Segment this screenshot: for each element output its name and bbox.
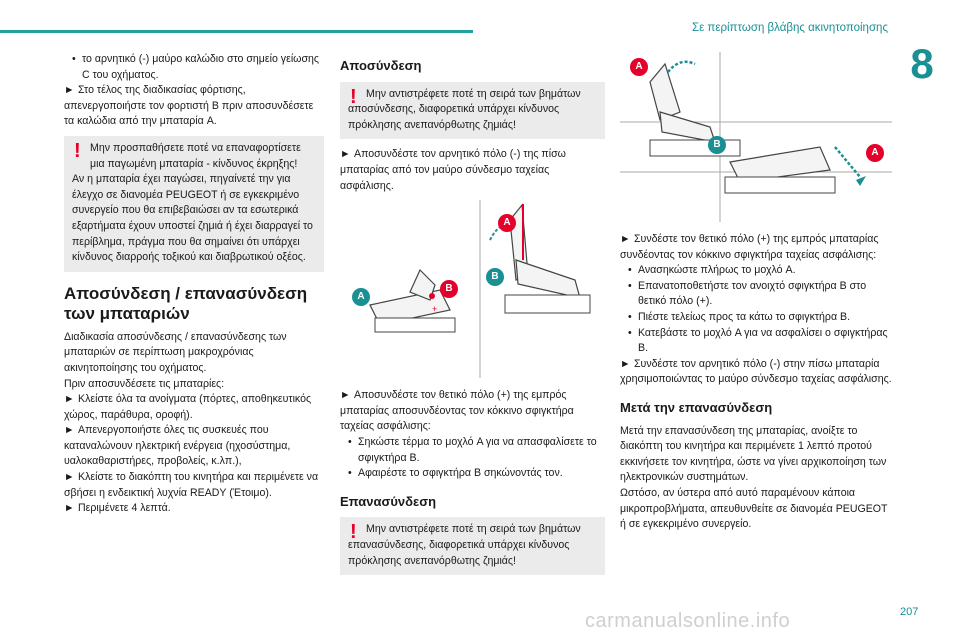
label-badge-a: A xyxy=(630,58,648,76)
label-badge-a: A xyxy=(866,144,884,162)
step-connect-positive: ► Συνδέστε τον θετικό πόλο (+) της εμπρός μπαταρίας συνδέοντας τον κόκκινο σφιγκτήρα ταχείας ασφάλισης: xyxy=(620,233,879,261)
step-disconnect-positive: ► Αποσυνδέστε τον θετικό πόλο (+) της εμπρός μπαταρίας αποσυνδέοντας τον κόκκινο σφιγκτήρα ταχείας ασφάλισης: xyxy=(340,389,574,433)
bullet-ground: • το αρνητικό (-) μαύρο καλώδιο στο σημείο γείωσης C του οχήματος. xyxy=(64,52,324,83)
clamp-illustration xyxy=(620,52,892,222)
warning-text-first: Μην προσπαθήσετε ποτέ να επαναφορτίσετε μια παγωμένη μπαταρία - κίνδυνος έκρηξης! xyxy=(90,141,301,170)
heading-disconnect: Αποσύνδεση xyxy=(340,58,422,73)
column-3 xyxy=(620,52,892,533)
label-badge-b: B xyxy=(486,268,504,286)
step-disconnect-negative: ► Αποσυνδέστε τον αρνητικό πόλο (-) της πίσω μπαταρίας από τον μαύρο σύνδεσμο ταχείας ασφάλισης. xyxy=(340,148,566,192)
header-accent-bar xyxy=(0,30,473,33)
label-badge-a: A xyxy=(498,214,516,232)
after-text-1: Μετά την επανασύνδεση της μπαταρίας, ανοίξτε το διακόπτη του κινητήρα και περιμένετε 1 λεπτό προτού εκκινήσετε τον κινητήρα, ώστε να γίνει αρχικοποίηση των ηλεκτρονικών συστημάτων. xyxy=(620,424,887,484)
svg-text:+: + xyxy=(432,304,438,315)
warning-icon: ! xyxy=(74,139,81,162)
before-text: Πριν αποσυνδέσετε τις μπαταρίες: xyxy=(64,377,225,390)
warning-text-first: Μην αντιστρέφετε ποτέ τη σειρά των βημάτων xyxy=(366,523,581,536)
heading-after-reconnect: Μετά την επανασύνδεση xyxy=(620,399,773,415)
warning-icon: ! xyxy=(350,521,357,544)
warning-text-rest: αποσύνδεσης, διαφορετικά υπάρχει κίνδυνος πρόκλησης ανεπανόρθωτης ζημιάς! xyxy=(348,103,560,131)
warning-text-first: Μην αντιστρέφετε ποτέ τη σειρά των βημάτων xyxy=(366,87,581,100)
watermark: carmanualsonline.info xyxy=(585,610,791,632)
clamp-illustration xyxy=(340,200,605,378)
label-badge-b: A xyxy=(352,288,370,306)
step-connect-negative: ► Συνδέστε τον αρνητικό πόλο (-) στην πίσω μπαταρία χρησιμοποιώντας το μαύρο σύνδεσμο ταχείας ασφάλισης. xyxy=(620,357,892,386)
sub-step: • Ανασηκώστε πλήρως το μοχλό A. xyxy=(620,263,892,279)
warning-icon: ! xyxy=(350,85,357,108)
label-badge-a: B xyxy=(440,280,458,298)
intro-text: Διαδικασία αποσύνδεσης / επανασύνδεσης των μπαταριών σε περίπτωση μακροχρόνιας ακινητοποίησης του οχήματος. xyxy=(64,330,287,374)
sub-step: • Πιέστε τελείως προς τα κάτω το σφιγκτήρα B. xyxy=(620,310,892,326)
warning-reconnect-order xyxy=(340,517,605,575)
section-title: Σε περίπτωση βλάβης ακινητοποίησης xyxy=(691,22,888,34)
chapter-number: 8 xyxy=(910,40,934,87)
label-badge-b: B xyxy=(708,136,726,154)
step-charger-off: ► Στο τέλος της διαδικασίας φόρτισης, απενεργοποιήστε τον φορτιστή B πριν αποσυνδέσετε τα καλώδια από την μπαταρία A. xyxy=(64,84,314,128)
warning-text-rest: επανασύνδεσης, διαφορετικά υπάρχει κίνδυνος πρόκλησης ανεπανόρθωτης ζημιάς! xyxy=(348,538,570,567)
column-2 xyxy=(340,52,605,583)
sub-step: • Σηκώστε τέρμα το μοχλό A για να απασφαλίσετε το σφιγκτήρα B. xyxy=(340,435,605,466)
step-item: ► Κλείστε όλα τα ανοίγματα (πόρτες, αποθηκευτικός χώρος, παράθυρα, οροφή). xyxy=(64,393,312,421)
step-item: ► Περιμένετε 4 λεπτά. xyxy=(64,502,171,515)
warning-disconnect-order xyxy=(340,82,605,140)
sub-step: • Αφαιρέστε το σφιγκτήρα B σηκώνοντάς τον. xyxy=(340,466,605,482)
step-item: ► Απενεργοποιήστε όλες τις συσκευές που καταναλώνουν ηλεκτρική ενέργεια (ηχοσύστημα, υαλοκαθαριστήρες, προβολείς, κ.λπ.), xyxy=(64,424,291,468)
sub-step: • Κατεβάστε το μοχλό A για να ασφαλίσει ο σφιγκτήρας B. xyxy=(620,326,892,357)
after-text-2: Ωστόσο, αν ύστερα από αυτό παραμένουν κάποια μικροπροβλήματα, απευθυνθείτε σε διανομέα PEUGEOT ή σε εγκεκριμένο συνεργείο. xyxy=(620,486,888,531)
sub-step: • Επανατοποθετήστε τον ανοιχτό σφιγκτήρα B στο θετικό πόλο (+). xyxy=(620,279,892,310)
step-item: ► Κλείστε το διακόπτη του κινητήρα και περιμένετε να σβήσει η ενδεικτική λυχνία READY (Έτοιμο). xyxy=(64,471,319,499)
warning-text-rest: Αν η μπαταρία έχει παγώσει, πηγαίνετέ την για έλεγχο σε διανομέα PEUGEOT ή σε εγκεκριμένο συνεργείο που θα επιβεβαιώσει αν τα εσωτερικά εξαρτήματα έχουν υποστεί ζημιά ή έχει διαρραγεί το περίβλημα, πράγμα που θα σημαίνει ότι υπάρχει κίνδυνος διαρροής τοξικού και διαβρωτικού οξέος. xyxy=(72,173,313,264)
section-heading: Αποσύνδεση / επανασύνδεση των μπαταριών xyxy=(64,283,308,323)
column-1 xyxy=(64,52,324,517)
page-number: 207 xyxy=(900,606,919,618)
figure-clamp-reconnect xyxy=(620,52,892,222)
heading-reconnect: Επανασύνδεση xyxy=(340,493,437,509)
warning-frozen-battery xyxy=(64,136,324,272)
figure-clamp-disconnect xyxy=(340,200,605,378)
